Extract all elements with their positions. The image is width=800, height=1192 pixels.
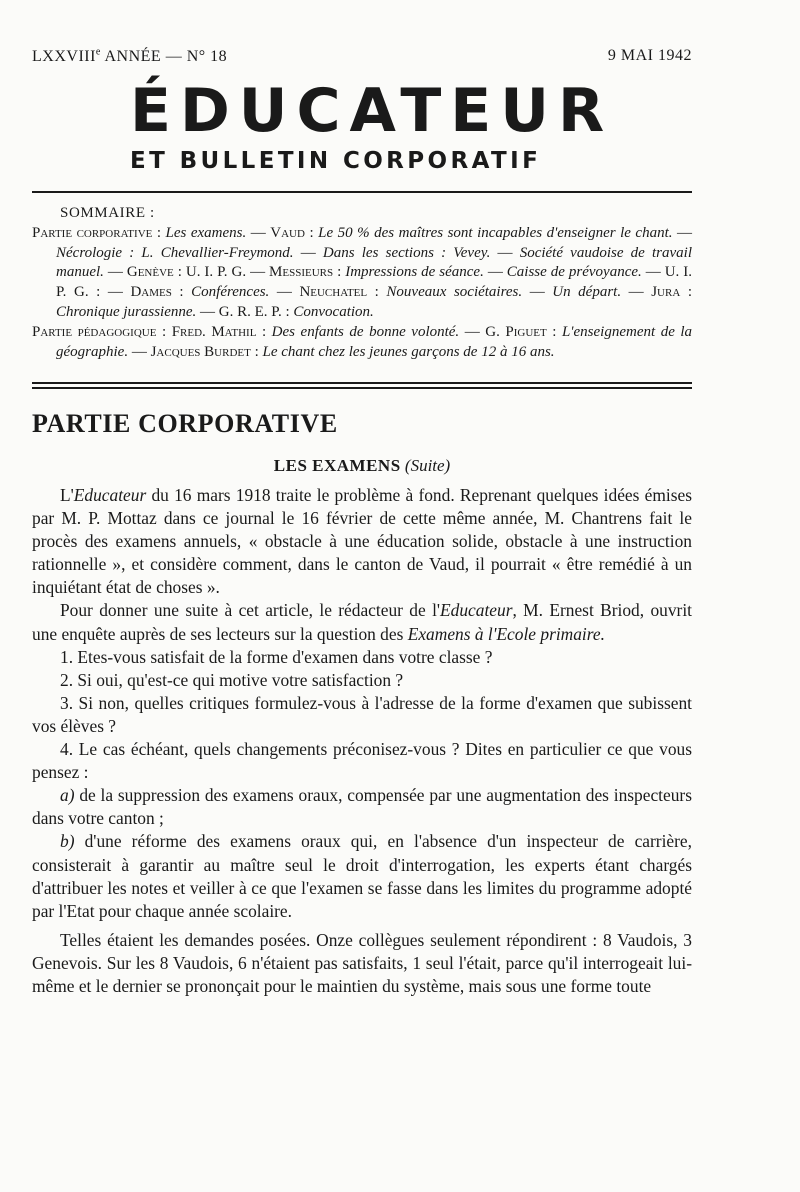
issue-line <box>32 47 692 66</box>
question-4b: b) d'une réforme des examens oraux qui, en l'absence d'un inspecteur de carrière, consisterait à garantir au maître seul le droit d'interrogation, les experts étant chargés d'attribuer les notes et veiller à ce que l'examen se fasse dans les limites du programme adopté par l'Etat pour chaque année scolaire. <box>32 831 692 921</box>
paragraph: Pour donner une suite à cet article, le rédacteur de l'Educateur, M. Ernest Briod, ouvrit une enquête auprès de ses lecteurs sur la question des Examens à l'Ecole primaire. <box>32 600 692 644</box>
double-rule <box>32 382 692 389</box>
masthead-subtitle: ET BULLETIN CORPORATIF <box>130 148 542 174</box>
article-body <box>32 484 692 998</box>
question-4a: a) de la suppression des examens oraux, compensée par une augmentation des inspecteurs dans votre canton ; <box>32 785 692 829</box>
summary-heading: SOMMAIRE : <box>60 205 155 221</box>
article-title: LES EXAMENS (Suite) <box>273 456 451 475</box>
summary-pedagogique: Partie pédagogique : Fred. Mathil : Des enfants de bonne volonté. — G. Piguet : L'enseignement de la géographie. — Jacques Burdet : Le chant chez les jeunes garçons de 12 à 16 ans. <box>32 323 693 360</box>
top-rule <box>32 191 692 193</box>
section-title: PARTIE CORPORATIVE <box>32 409 338 438</box>
question-3: 3. Si non, quelles critiques formulez-vous à l'adresse de la forme d'examen que subissent vos élèves ? <box>32 692 692 736</box>
issue-date: 9 MAI 1942 <box>607 47 692 64</box>
question-4: 4. Le cas échéant, quels changements préconisez-vous ? Dites en particulier ce que vous pensez : <box>32 739 692 783</box>
masthead-title: ÉDUCATEUR <box>130 76 614 146</box>
paragraph: Telles étaient les demandes posées. Onze collègues seulement répondirent : 8 Vaudois, 3 Genevois. Sur les 8 Vaudois, 6 n'étaient pas satisfaits, 1 seul l'était, parce qu'il interrogeait lui-même et le dernier se prononçait pour le maintien du système, mais sous une forme toute <box>32 929 692 996</box>
issue-number: LXXVIIIe ANNÉE — N° 18 <box>32 47 228 66</box>
question-1: 1. Etes-vous satisfait de la forme d'examen dans votre classe ? <box>60 646 493 667</box>
paragraph: L'Educateur du 16 mars 1918 traite le problème à fond. Reprenant quelques idées émises par M. P. Mottaz dans ce journal le 16 février de cette même année, M. Chantrens fait le procès des examens annuels, « obstacle à une éducation solide, obstacle à une instruction rationnelle », et considère comment, dans le canton de Vaud, il pourrait « être remédié à un inquiétant état de choses ». <box>32 485 692 598</box>
question-2: 2. Si oui, qu'est-ce qui motive votre satisfaction ? <box>60 669 404 690</box>
summary-corporative: Partie corporative : Les examens. — Vaud : Le 50 % des maîtres sont incapables d'enseigner le chant. — Nécrologie : L. Chevallier-Freymond. — Dans les sections : Vevey. — Société vaudoise de travail manuel. — Genève : U. I. P. G. — Messieurs : Impressions de séance. — Caisse de prévoyance. — U. I. P. G. : — Dames : Conférences. — Neuchatel : Nouveaux sociétaires. — Un départ. — Jura : Chronique jurassienne. — G. R. E. P. : Convocation. <box>32 224 693 320</box>
table-of-contents <box>32 204 692 362</box>
